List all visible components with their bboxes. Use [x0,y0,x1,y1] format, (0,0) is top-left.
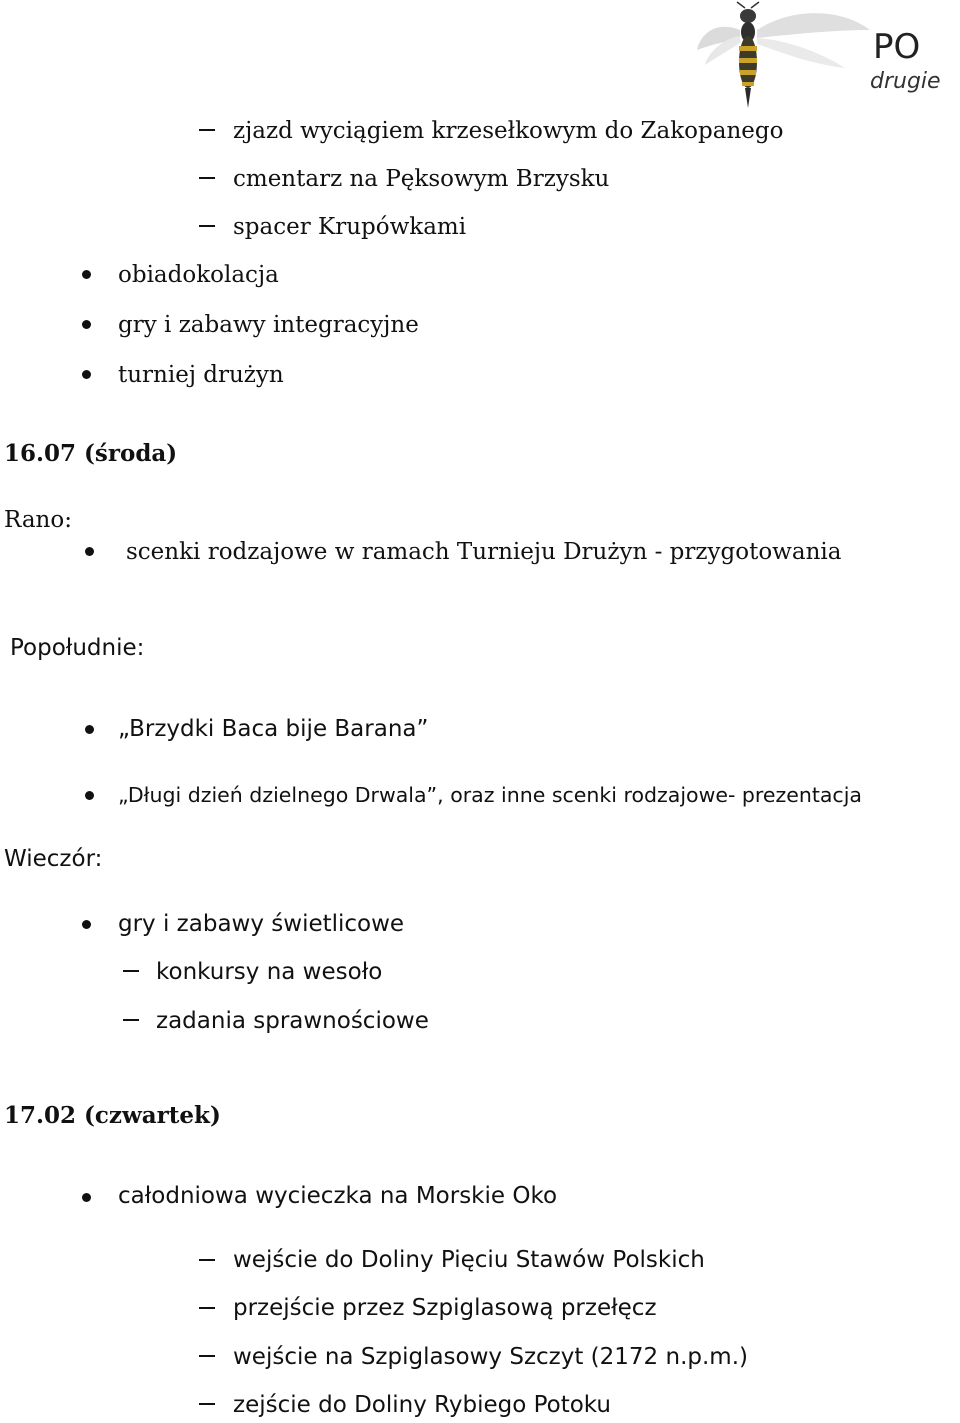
list-item: gry i zabawy integracyjne [118,312,419,338]
dash-marker [199,1259,215,1261]
list-item: gry i zabawy świetlicowe [118,911,405,937]
bullet-marker [82,320,91,329]
dash-marker [199,1307,215,1309]
time-label: Popołudnie: [10,635,145,661]
bullet-marker [82,920,91,929]
time-label: Wieczór: [4,846,103,872]
day-heading: 17.02 (czwartek) [4,1102,221,1129]
logo-sub-text: drugie [870,69,941,94]
dash-marker [199,177,215,179]
list-item: całodniowa wycieczka na Morskie Oko [118,1183,558,1209]
wing-icon [757,13,870,68]
bullet-marker [82,270,91,279]
time-label: Rano: [4,507,72,533]
dash-marker [199,1355,215,1357]
dash-marker [123,970,139,972]
dash-marker [123,1019,139,1021]
list-item: zejście do Doliny Rybiego Potoku [233,1392,611,1418]
bullet-marker [82,370,91,379]
list-item: scenki rodzajowe w ramach Turnieju Drużyn - przygotowania [126,539,842,565]
logo-main-text: PO [873,27,921,67]
list-item: konkursy na wesoło [156,959,383,985]
bullet-marker [85,725,94,734]
dash-marker [199,129,215,131]
bullet-marker [85,547,94,556]
list-item: turniej drużyn [118,362,284,388]
bullet-marker [82,1193,91,1202]
dash-marker [199,225,215,227]
wing-icon [697,27,741,65]
list-item: spacer Krupówkami [233,214,467,240]
list-item: obiadokolacja [118,262,279,288]
dash-marker [199,1403,215,1405]
bullet-marker [85,791,94,800]
list-item: zjazd wyciągiem krzesełkowym do Zakopanego [233,118,784,144]
bee-icon [737,2,759,108]
list-item: zadania sprawnościowe [156,1008,429,1034]
list-item: wejście do Doliny Pięciu Stawów Polskich [233,1247,705,1273]
logo [695,0,960,110]
list-item: wejście na Szpiglasowy Szczyt (2172 n.p.m.) [233,1344,748,1370]
list-item: „Długi dzień dzielnego Drwala”, oraz inne scenki rodzajowe- prezentacja [118,783,862,807]
list-item: przejście przez Szpiglasową przełęcz [233,1295,657,1321]
list-item: cmentarz na Pęksowym Brzysku [233,166,610,192]
list-item: „Brzydki Baca bije Barana” [118,716,429,742]
day-heading: 16.07 (środa) [4,440,178,467]
